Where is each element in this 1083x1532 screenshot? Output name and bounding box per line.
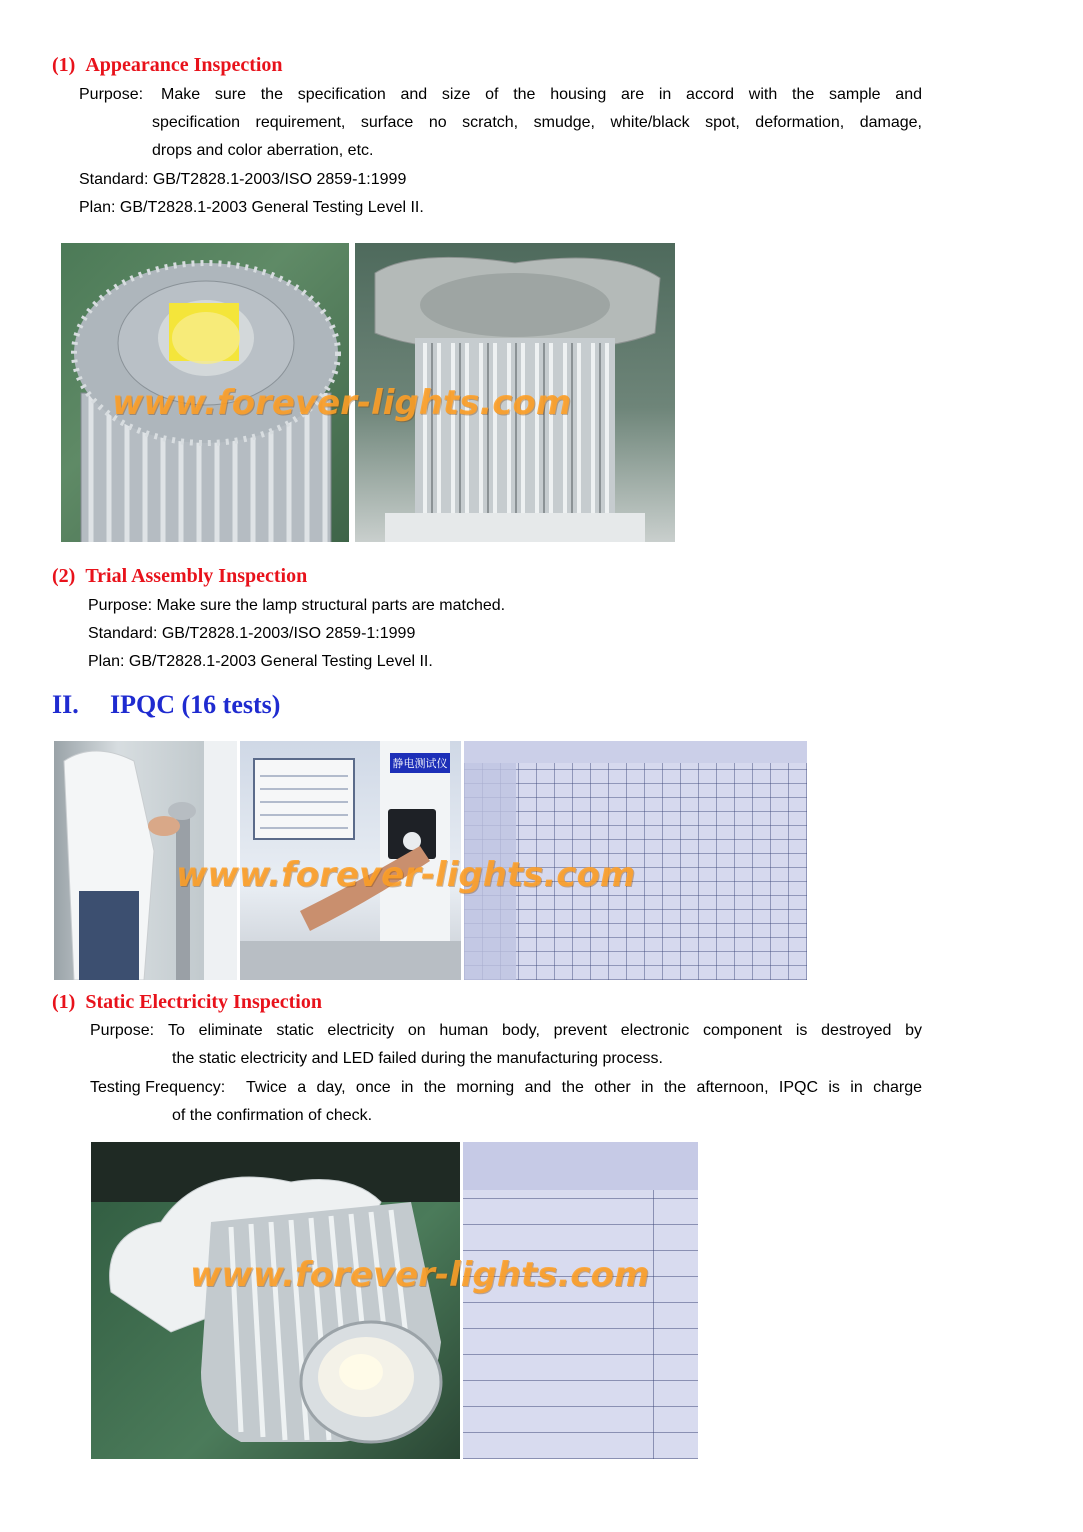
watermark: www.forever-lights.com [190, 1255, 650, 1295]
section-heading-appearance [52, 54, 283, 77]
frequency-line: of the confirmation of check. [172, 1107, 373, 1124]
purpose-line: the static electricity and LED failed during the manufacturing process. [172, 1050, 663, 1067]
purpose-line: To eliminate static electricity on human body, prevent electronic component is destroyed by [168, 1022, 922, 1039]
record-header [464, 741, 807, 763]
lamp-illustration [91, 1142, 460, 1459]
purpose-line: drops and color aberration, etc. [152, 142, 374, 159]
form-header [463, 1142, 698, 1190]
form-divider [653, 1190, 654, 1459]
tester-sign: 静电测试仪 [390, 753, 450, 773]
section-number: (1) [52, 54, 76, 76]
section-title: Appearance Inspection [85, 54, 283, 76]
purpose-line: specification requirement, surface no scratch, smudge, white/black spot, deformation, damage, [152, 114, 922, 131]
section-title: Static Electricity Inspection [85, 991, 322, 1013]
watermark: www.forever-lights.com [176, 855, 636, 895]
section-heading-static-electricity [52, 991, 322, 1014]
standard-text: Standard: GB/T2828.1-2003/ISO 2859-1:1999 [88, 625, 416, 642]
frequency-line: Twice a day, once in the morning and the other in the afternoon, IPQC is in charge [246, 1079, 922, 1096]
purpose-text: Purpose: Make sure the lamp structural parts are matched. [88, 597, 506, 614]
watermark: www.forever-lights.com [112, 383, 572, 423]
chapter-number: II. [52, 690, 79, 719]
section-number: (1) [52, 991, 76, 1013]
section-number: (2) [52, 565, 76, 587]
lamp-photo [91, 1142, 460, 1459]
section-heading-trial-assembly [52, 565, 307, 588]
purpose-label: Purpose: [90, 1022, 155, 1039]
chapter-title: IPQC (16 tests) [110, 690, 281, 719]
check-form-photo [463, 1142, 698, 1459]
standard-text: Standard: GB/T2828.1-2003/ISO 2859-1:1999 [79, 171, 407, 188]
plan-text: Plan: GB/T2828.1-2003 General Testing Level II. [88, 653, 433, 670]
purpose-line: Make sure the specification and size of the housing are in accord with the sample and [161, 86, 922, 103]
plan-text: Plan: GB/T2828.1-2003 General Testing Level II. [79, 199, 424, 216]
purpose-label: Purpose: [79, 86, 144, 103]
section-title: Trial Assembly Inspection [85, 565, 308, 587]
chapter-heading-ipqc [52, 690, 280, 720]
frequency-label: Testing Frequency: [90, 1079, 226, 1096]
